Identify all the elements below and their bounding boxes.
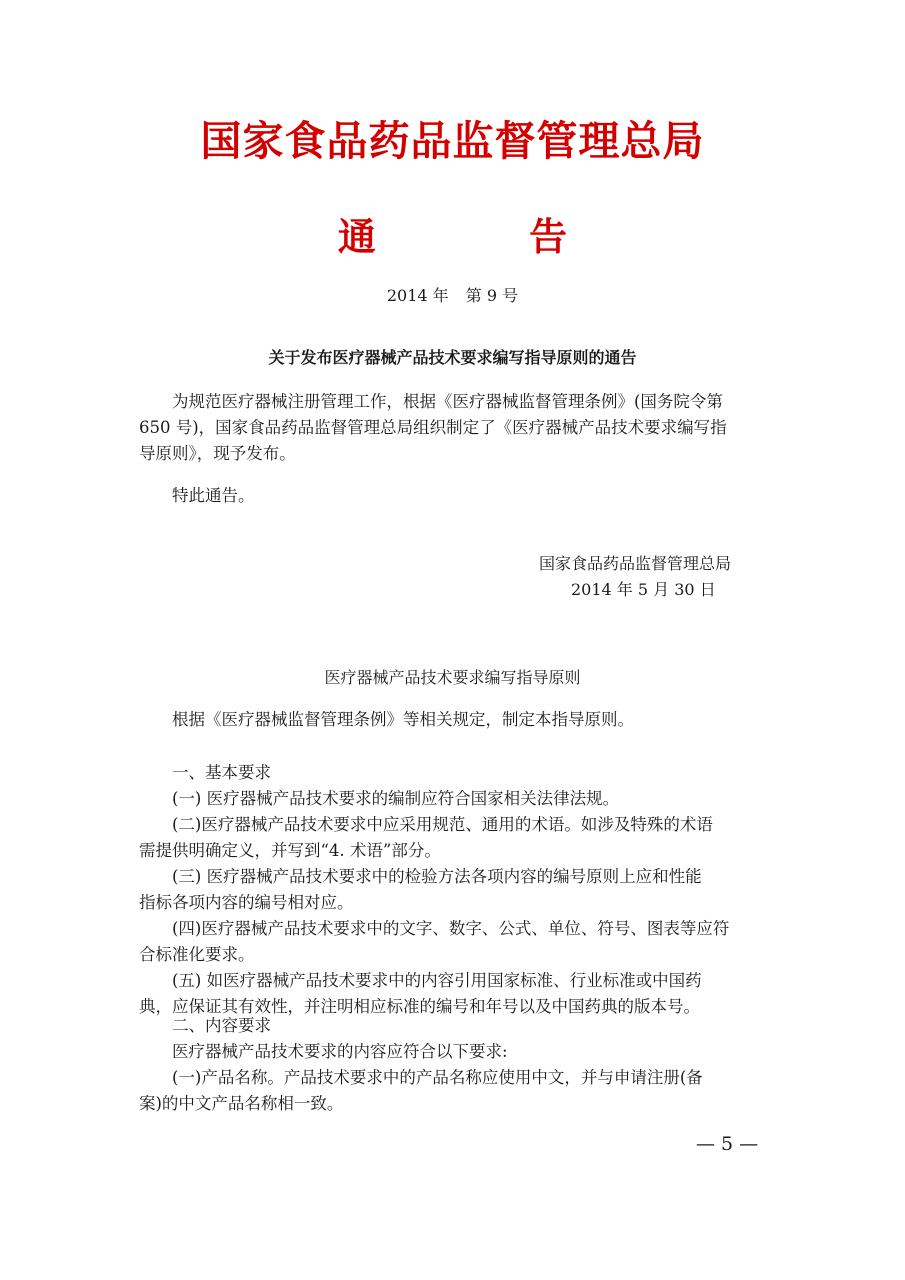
notice-title: 通 告 <box>337 215 638 259</box>
list-item-continuation: 需提供明确定义，并写到“4. 术语”部分。 <box>139 841 441 860</box>
list-item: (一)产品名称。产品技术要求中的产品名称应使用中文，并与申请注册(备 <box>172 1068 703 1087</box>
list-item-continuation: 典，应保证其有效性，并注明相应标准的编号和年号以及中国药典的版本号。 <box>139 997 700 1016</box>
guideline-title: 医疗器械产品技术要求编写指导原则 <box>324 668 581 687</box>
section-intro: 医疗器械产品技术要求的内容应符合以下要求: <box>172 1042 508 1061</box>
notice-date: 2014 年 5 月 30 日 <box>571 580 716 599</box>
notice-body-line: 650 号)，国家食品药品监督管理总局组织制定了《医疗器械产品技术要求编写指 <box>139 418 727 437</box>
list-item: (五) 如医疗器械产品技术要求中的内容引用国家标准、行业标准或中国药 <box>172 971 702 990</box>
page-number: — 5 — <box>696 1133 759 1155</box>
section-basic-requirements <box>139 760 771 1020</box>
document-number <box>0 283 905 306</box>
notice-heading: 关于发布医疗器械产品技术要求编写指导原则的通告 <box>268 348 637 367</box>
list-item-continuation: 案)的中文产品名称相一致。 <box>139 1094 344 1113</box>
notice-closing: 特此通告。 <box>172 486 255 505</box>
list-item-continuation: 合标准化要求。 <box>139 945 255 964</box>
document-year: 2014 年 <box>386 286 449 305</box>
notice-body-line: 导原则》，现予发布。 <box>139 444 296 463</box>
list-item: (二)医疗器械产品技术要求中应采用规范、通用的术语。如涉及特殊的术语 <box>172 815 713 834</box>
list-item: (一) 医疗器械产品技术要求的编制应符合国家相关法律法规。 <box>172 789 620 808</box>
list-item-continuation: 指标各项内容的编号相对应。 <box>139 893 354 912</box>
notice-body <box>139 389 771 467</box>
list-item: (四)医疗器械产品技术要求中的文字、数字、公式、单位、符号、图表等应符 <box>172 919 730 938</box>
list-item: (三) 医疗器械产品技术要求中的检验方法各项内容的编号原则上应和性能 <box>172 867 702 886</box>
notice-body-line: 为规范医疗器械注册管理工作，根据《医疗器械监督管理条例》(国务院令第 <box>172 392 723 411</box>
agency-title: 国家食品药品监督管理总局 <box>200 117 705 165</box>
document-issue-number: 第 9 号 <box>465 286 519 305</box>
section-content-requirements <box>139 1013 771 1117</box>
guideline-intro: 根据《医疗器械监督管理条例》等相关规定，制定本指导原则。 <box>172 710 634 729</box>
section-title: 一、基本要求 <box>172 763 271 782</box>
section-title: 二、内容要求 <box>172 1016 271 1035</box>
notice-signature: 国家食品药品监督管理总局 <box>539 554 732 573</box>
